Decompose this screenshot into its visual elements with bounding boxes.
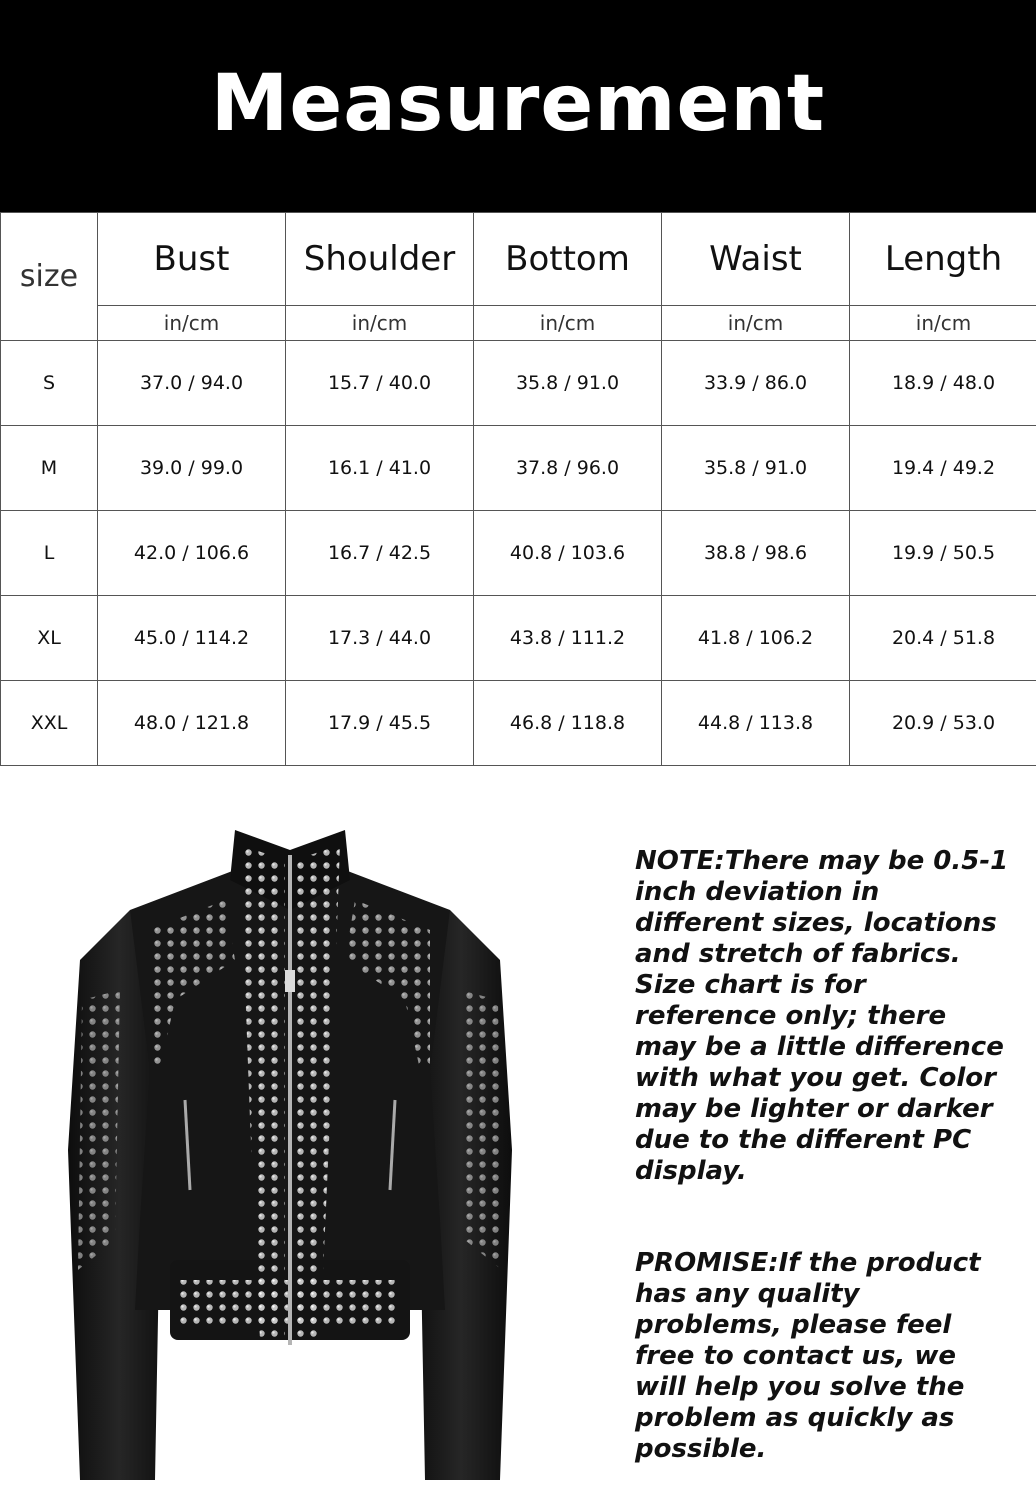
- bust-cell: 48.0 / 121.8: [98, 681, 286, 766]
- size-cell: XXL: [1, 681, 98, 766]
- bust-cell: 39.0 / 99.0: [98, 426, 286, 511]
- shoulder-cell: 17.9 / 45.5: [286, 681, 474, 766]
- table-row: [1, 596, 1036, 681]
- unit-label: in/cm: [474, 306, 662, 341]
- column-header-shoulder: Shoulder: [286, 213, 474, 306]
- table-row: [1, 426, 1036, 511]
- bust-cell: 42.0 / 106.6: [98, 511, 286, 596]
- unit-label: in/cm: [98, 306, 286, 341]
- unit-row: [1, 306, 1036, 341]
- unit-label: in/cm: [662, 306, 850, 341]
- length-cell: 19.9 / 50.5: [850, 511, 1036, 596]
- bottom-cell: 46.8 / 118.8: [474, 681, 662, 766]
- waist-cell: 38.8 / 98.6: [662, 511, 850, 596]
- note-text: NOTE:There may be 0.5-1 inch deviation in different sizes, locations and stretch of fabrics. Size chart is for reference only; there may be a little difference with what you get. Color may be lighter or darker due to the different PC display.: [635, 846, 1009, 1186]
- table-row: [1, 511, 1036, 596]
- promise-text: PROMISE:If the product has any quality problems, please feel free to contact us, we will help you solve the problem as quickly as possible.: [635, 1248, 981, 1464]
- length-cell: 20.9 / 53.0: [850, 681, 1036, 766]
- page-title: Measurement: [210, 59, 826, 149]
- unit-label: in/cm: [286, 306, 474, 341]
- bottom-cell: 35.8 / 91.0: [474, 341, 662, 426]
- column-header-bottom: Bottom: [474, 213, 662, 306]
- shoulder-cell: 15.7 / 40.0: [286, 341, 474, 426]
- size-header: size: [1, 213, 98, 341]
- table-row: [1, 341, 1036, 426]
- shoulder-cell: 16.1 / 41.0: [286, 426, 474, 511]
- size-cell: L: [1, 511, 98, 596]
- unit-label: in/cm: [850, 306, 1036, 341]
- waist-cell: 35.8 / 91.0: [662, 426, 850, 511]
- size-cell: M: [1, 426, 98, 511]
- jacket-icon: [60, 820, 520, 1480]
- waist-cell: 44.8 / 113.8: [662, 681, 850, 766]
- waist-cell: 33.9 / 86.0: [662, 341, 850, 426]
- bottom-cell: 40.8 / 103.6: [474, 511, 662, 596]
- size-chart-table: [0, 212, 1036, 766]
- column-header-bust: Bust: [98, 213, 286, 306]
- column-header-waist: Waist: [662, 213, 850, 306]
- length-cell: 19.4 / 49.2: [850, 426, 1036, 511]
- length-cell: 20.4 / 51.8: [850, 596, 1036, 681]
- shoulder-cell: 16.7 / 42.5: [286, 511, 474, 596]
- shoulder-cell: 17.3 / 44.0: [286, 596, 474, 681]
- bust-cell: 45.0 / 114.2: [98, 596, 286, 681]
- studded-leather-jacket-image: [60, 820, 520, 1480]
- column-header-length: Length: [850, 213, 1036, 306]
- length-cell: 18.9 / 48.0: [850, 341, 1036, 426]
- table-row: [1, 681, 1036, 766]
- bust-cell: 37.0 / 94.0: [98, 341, 286, 426]
- table-header-row: [1, 213, 1036, 306]
- size-cell: S: [1, 341, 98, 426]
- bottom-cell: 37.8 / 96.0: [474, 426, 662, 511]
- title-banner: [0, 0, 1036, 212]
- waist-cell: 41.8 / 106.2: [662, 596, 850, 681]
- size-cell: XL: [1, 596, 98, 681]
- bottom-cell: 43.8 / 111.2: [474, 596, 662, 681]
